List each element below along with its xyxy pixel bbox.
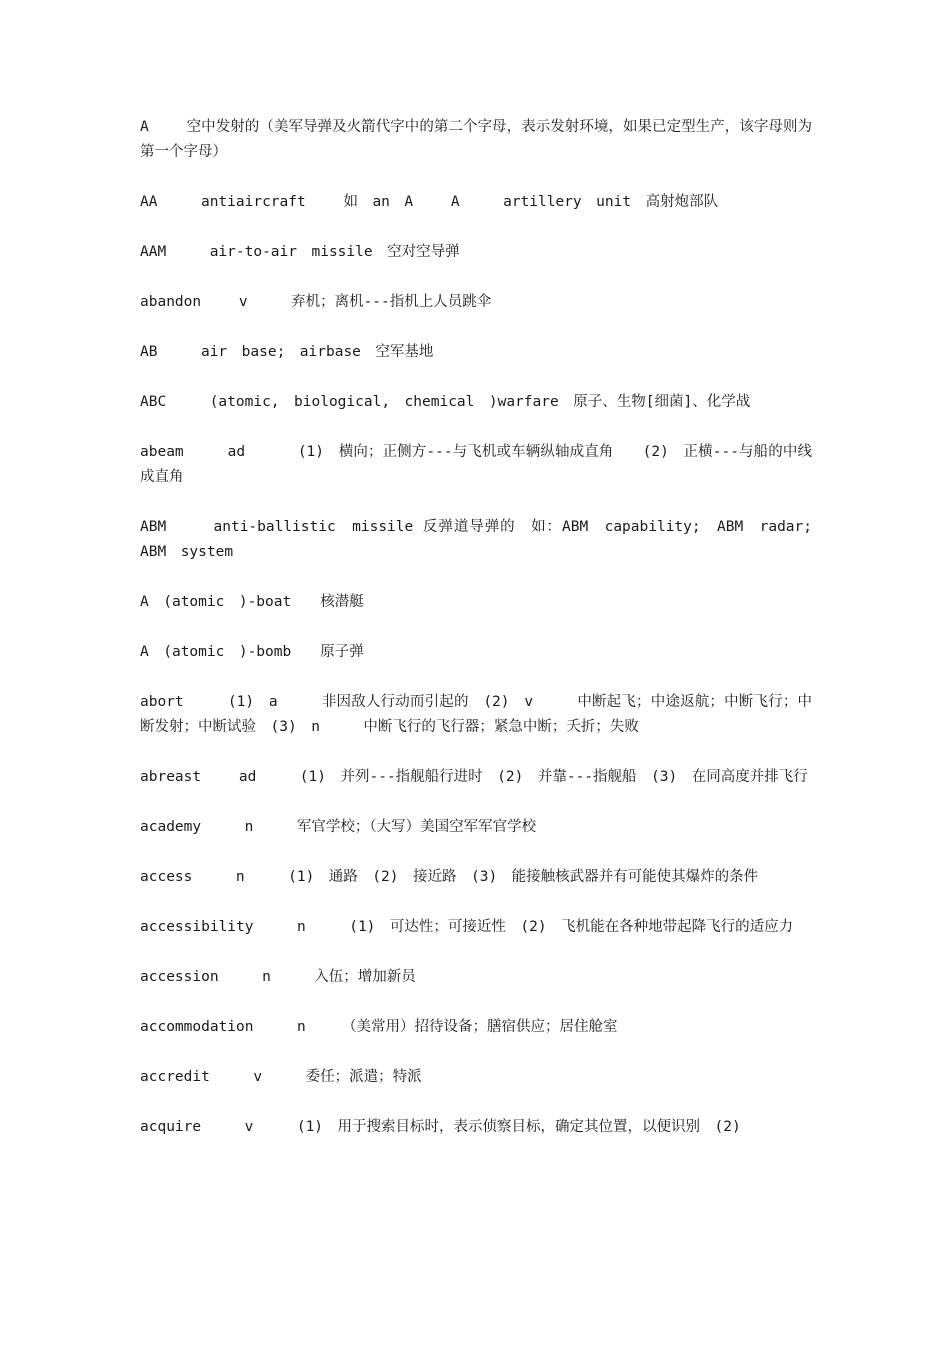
glossary-entry: acquire v (1) 用于搜索目标时，表示侦察目标，确定其位置，以便识别 (2) (140, 1119, 741, 1135)
glossary-entry: A (atomic )-boat 核潜艇 (140, 594, 364, 610)
glossary-entry: abandon v 弃机；离机---指机上人员跳伞 (140, 294, 492, 310)
document-page (140, 115, 827, 1165)
glossary-entry: A 空中发射的（美军导弹及火箭代字中的第二个字母，表示发射环境，如果已定型生产，该字母则为第一个字母） (140, 119, 812, 160)
glossary-entry: A (atomic )-bomb 原子弹 (140, 644, 364, 660)
glossary-entry: ABM anti-ballistic missile 反弹道导弹的 如：ABM capability; ABM radar; ABM system (140, 519, 827, 560)
glossary-entry: AB air base; airbase 空军基地 (140, 344, 434, 360)
glossary-entry: accessibility n (1) 可达性；可接近性 (2) 飞机能在各种地带起降飞行的适应力 (140, 919, 794, 935)
glossary-entry: abort (1) a 非因敌人行动而引起的 (2) v 中断起飞；中途返航；中断飞行；中断发射；中断试验 (3) n 中断飞行的飞行器；紧急中断；夭折；失败 (140, 694, 812, 735)
glossary-entry: abeam ad (1) 横向；正侧方---与飞机或车辆纵轴成直角 (2) 正横---与船的中线成直角 (140, 444, 812, 485)
glossary-entry: ABC (atomic, biological, chemical )warfare 原子、生物[细菌]、化学战 (140, 394, 751, 410)
glossary-entry: AAM air-to-air missile 空对空导弹 (140, 244, 460, 260)
glossary-entry: access n (1) 通路 (2) 接近路 (3) 能接触核武器并有可能使其爆炸的条件 (140, 869, 759, 885)
glossary-entry: AA antiaircraft 如 an A A artillery unit 高射炮部队 (140, 194, 719, 210)
glossary-entry: abreast ad (1) 并列---指舰船行进时 (2) 并靠---指舰船 (3) 在同高度并排飞行 (140, 769, 808, 785)
glossary-entry: accession n 入伍；增加新员 (140, 969, 416, 985)
glossary-entry: academy n 军官学校；（大写）美国空军军官学校 (140, 819, 537, 835)
glossary-entry: accommodation n （美常用）招待设备；膳宿供应；居住舱室 (140, 1019, 618, 1035)
glossary-entry: accredit v 委任；派遣；特派 (140, 1069, 422, 1085)
